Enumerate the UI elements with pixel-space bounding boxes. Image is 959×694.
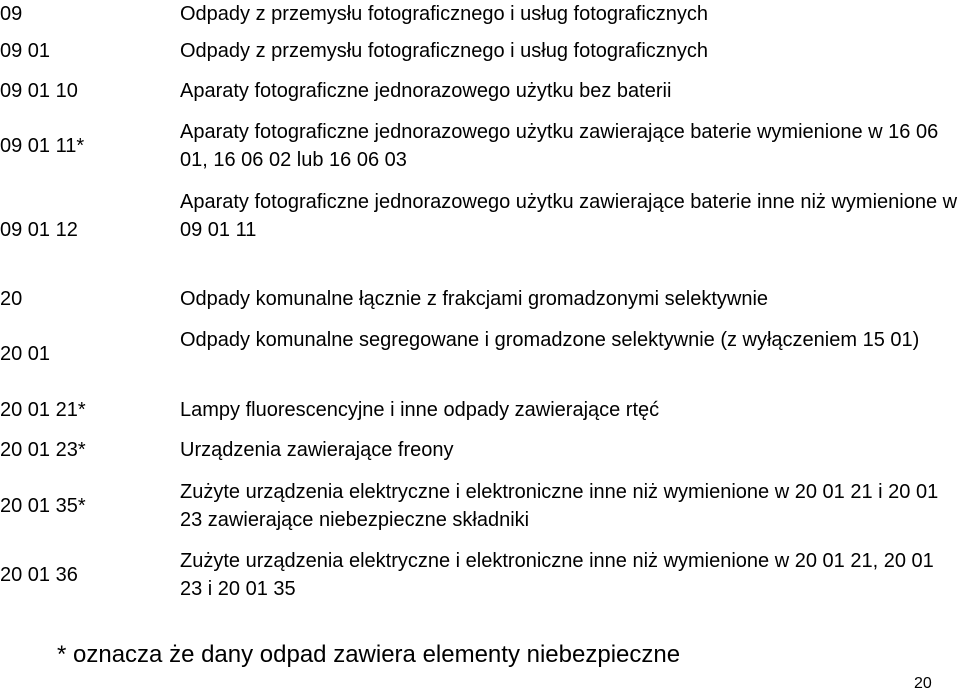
waste-description: Odpady komunalne segregowane i gromadzone selektywnie (z wyłączeniem 15 01)	[180, 329, 920, 351]
waste-description: Zużyte urządzenia elektryczne i elektroniczne inne niż wymienione w 20 01 21, 20 01 23 i 20 01 35	[180, 550, 934, 600]
waste-description: Aparaty fotograficzne jednorazowego użytku zawierające baterie wymienione w 16 06 01, 16 06 02 lub 16 06 03	[180, 121, 939, 171]
footnote: * oznacza że dany odpad zawiera elementy niebezpieczne	[57, 641, 681, 668]
waste-description: Aparaty fotograficzne jednorazowego użytku bez baterii	[180, 80, 672, 102]
waste-code: 09 01	[0, 40, 51, 62]
waste-code: 09 01 12	[0, 219, 78, 241]
waste-code: 09 01 10	[0, 80, 78, 102]
waste-code: 09	[0, 3, 23, 25]
waste-code: 20 01 21*	[0, 399, 86, 421]
page-number: 20	[914, 675, 932, 692]
waste-description: Zużyte urządzenia elektryczne i elektroniczne inne niż wymienione w 20 01 21 i 20 01 23 zawierające niebezpieczne składniki	[180, 481, 939, 531]
waste-description: Odpady z przemysłu fotograficznego i usług fotograficznych	[180, 40, 709, 62]
waste-description: Lampy fluorescencyjne i inne odpady zawierające rtęć	[180, 399, 660, 421]
waste-code: 20 01 35*	[0, 495, 86, 517]
waste-code: 20 01 23*	[0, 439, 86, 461]
waste-code: 20 01	[0, 343, 51, 365]
waste-code: 20 01 36	[0, 564, 78, 586]
waste-description: Aparaty fotograficzne jednorazowego użytku zawierające baterie inne niż wymienione w 09 01 11	[180, 191, 958, 241]
waste-code: 09 01 11*	[0, 135, 85, 157]
waste-code: 20	[0, 288, 23, 310]
waste-description: Odpady z przemysłu fotograficznego i usług fotograficznych	[180, 3, 709, 25]
waste-description: Odpady komunalne łącznie z frakcjami gromadzonymi selektywnie	[180, 288, 769, 310]
waste-description: Urządzenia zawierające freony	[180, 439, 454, 461]
